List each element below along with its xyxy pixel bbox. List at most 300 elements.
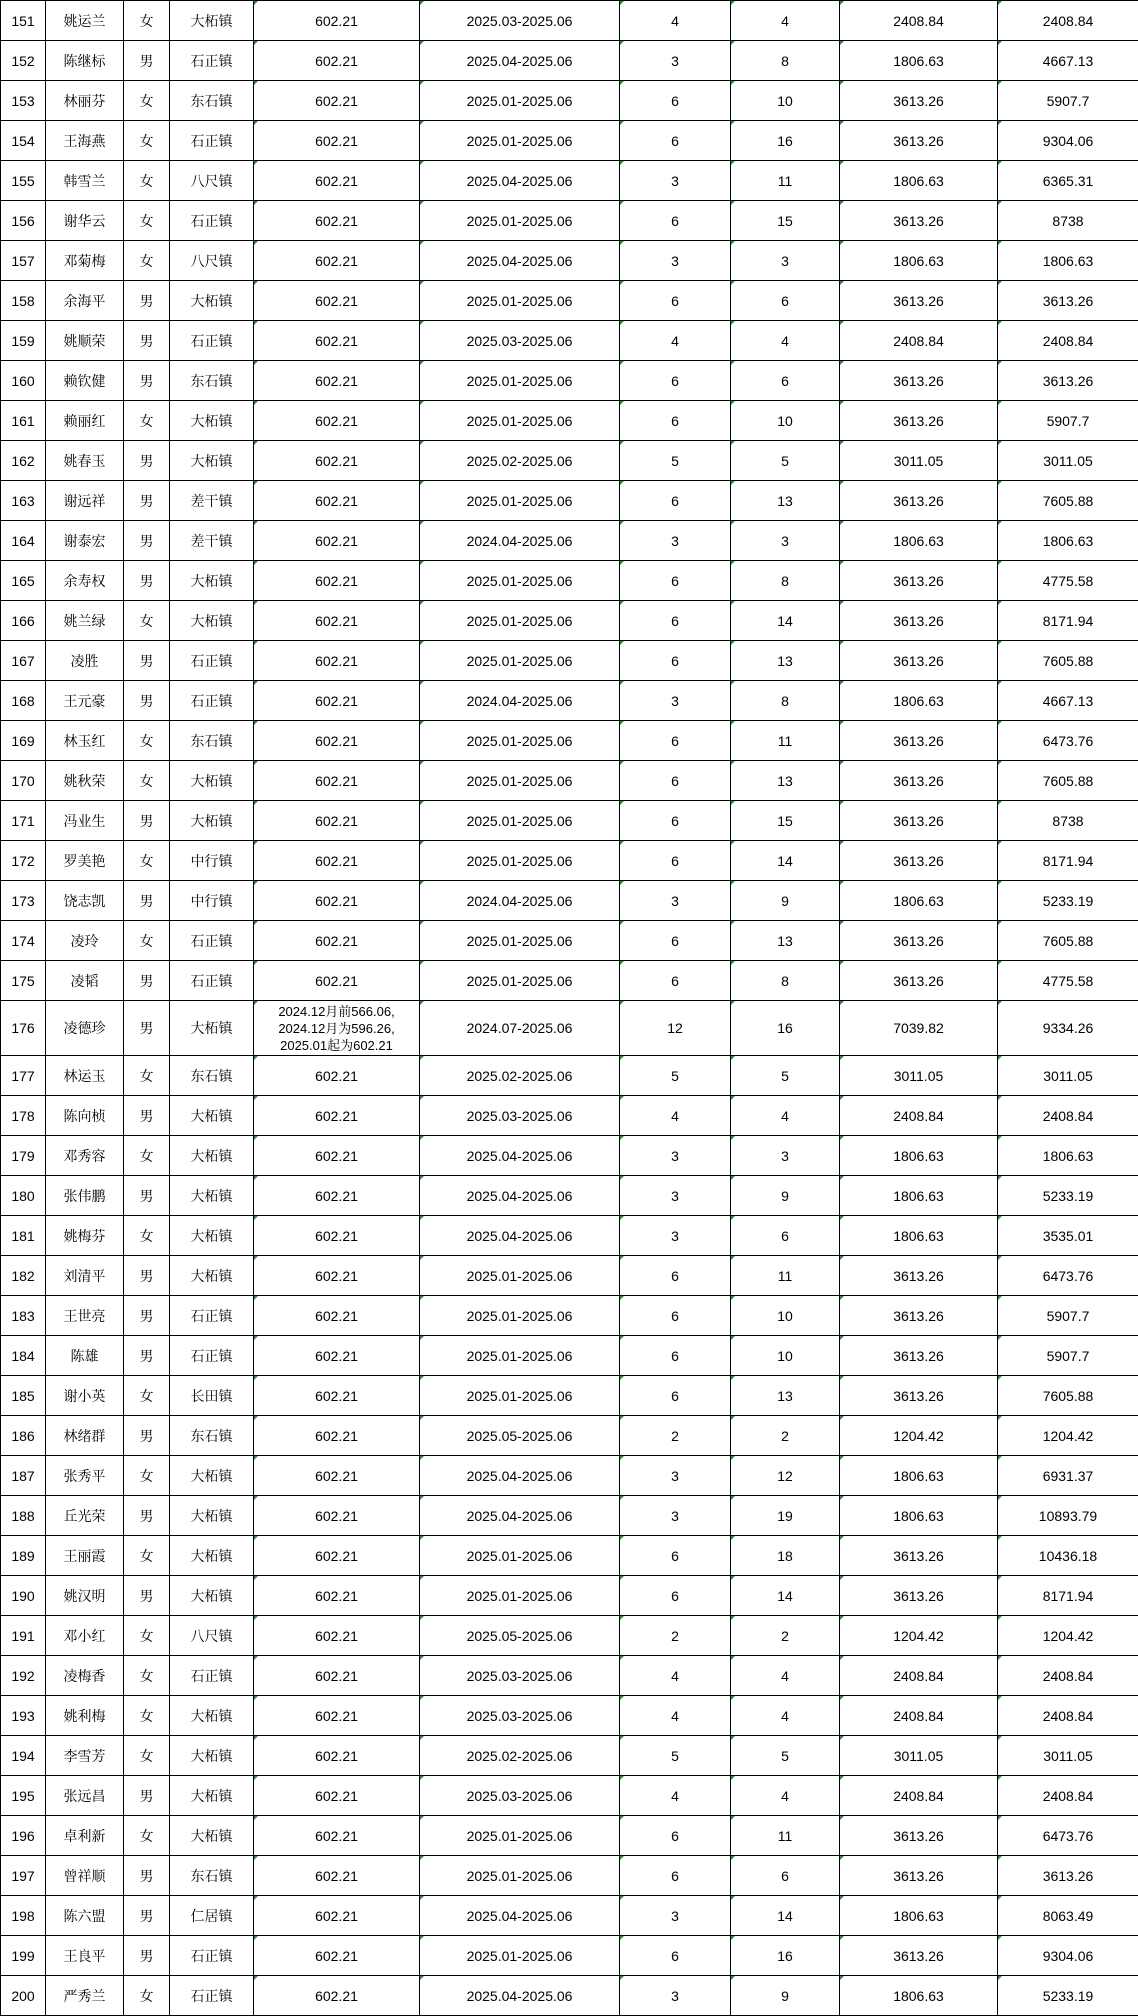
cell-total-months: 10 [731, 81, 840, 121]
cell-amount: 3613.26 [840, 121, 998, 161]
cell-total-months: 3 [731, 1136, 840, 1176]
cell-index: 151 [1, 1, 46, 41]
cell-name: 张秀平 [46, 1456, 124, 1496]
cell-amount: 3613.26 [840, 401, 998, 441]
cell-name: 姚运兰 [46, 1, 124, 41]
cell-months: 4 [620, 1696, 731, 1736]
cell-cumulative-amount: 5233.19 [998, 881, 1138, 921]
cell-name: 饶志凯 [46, 881, 124, 921]
cell-cumulative-amount: 6365.31 [998, 161, 1138, 201]
cell-months: 5 [620, 1736, 731, 1776]
cell-months: 2 [620, 1616, 731, 1656]
cell-period: 2025.04-2025.06 [420, 1216, 620, 1256]
cell-period: 2025.01-2025.06 [420, 281, 620, 321]
cell-index: 180 [1, 1176, 46, 1216]
cell-months: 3 [620, 1176, 731, 1216]
cell-gender: 女 [124, 761, 170, 801]
cell-name: 李雪芳 [46, 1736, 124, 1776]
cell-total-months: 4 [731, 1, 840, 41]
cell-gender: 女 [124, 601, 170, 641]
cell-months: 6 [620, 1816, 731, 1856]
table-row [1, 1816, 1138, 1856]
cell-total-months: 4 [731, 1656, 840, 1696]
cell-town: 大柘镇 [170, 1456, 254, 1496]
cell-amount: 3011.05 [840, 1736, 998, 1776]
cell-cumulative-amount: 4775.58 [998, 961, 1138, 1001]
cell-period: 2025.01-2025.06 [420, 1296, 620, 1336]
cell-total-months: 14 [731, 841, 840, 881]
table-row [1, 1976, 1138, 2016]
cell-total-months: 14 [731, 601, 840, 641]
cell-town: 石正镇 [170, 641, 254, 681]
cell-total-months: 6 [731, 1216, 840, 1256]
cell-amount: 1806.63 [840, 521, 998, 561]
cell-gender: 男 [124, 1576, 170, 1616]
cell-period: 2024.04-2025.06 [420, 681, 620, 721]
cell-town: 八尺镇 [170, 161, 254, 201]
cell-total-months: 3 [731, 521, 840, 561]
cell-standard: 602.21 [254, 1216, 420, 1256]
cell-total-months: 10 [731, 1296, 840, 1336]
cell-standard: 602.21 [254, 1856, 420, 1896]
cell-name: 卓利新 [46, 1816, 124, 1856]
cell-period: 2025.01-2025.06 [420, 601, 620, 641]
cell-months: 4 [620, 1776, 731, 1816]
cell-name: 邓小红 [46, 1616, 124, 1656]
table-row [1, 521, 1138, 561]
cell-index: 166 [1, 601, 46, 641]
table-row [1, 961, 1138, 1001]
cell-period: 2025.01-2025.06 [420, 1336, 620, 1376]
cell-town: 东石镇 [170, 1056, 254, 1096]
cell-period: 2025.01-2025.06 [420, 761, 620, 801]
cell-total-months: 10 [731, 401, 840, 441]
cell-gender: 男 [124, 1416, 170, 1456]
cell-name: 陈继标 [46, 41, 124, 81]
cell-standard: 602.21 [254, 41, 420, 81]
cell-index: 162 [1, 441, 46, 481]
table-row [1, 761, 1138, 801]
cell-total-months: 18 [731, 1536, 840, 1576]
cell-gender: 男 [124, 1001, 170, 1056]
table-row [1, 361, 1138, 401]
cell-cumulative-amount: 2408.84 [998, 1696, 1138, 1736]
table-row [1, 1, 1138, 41]
cell-amount: 3613.26 [840, 281, 998, 321]
cell-gender: 女 [124, 121, 170, 161]
cell-index: 179 [1, 1136, 46, 1176]
cell-town: 大柘镇 [170, 1136, 254, 1176]
cell-amount: 2408.84 [840, 1656, 998, 1696]
table-row [1, 641, 1138, 681]
table-row [1, 1216, 1138, 1256]
cell-index: 176 [1, 1001, 46, 1056]
table-row [1, 1656, 1138, 1696]
table-row [1, 321, 1138, 361]
cell-period: 2025.01-2025.06 [420, 561, 620, 601]
cell-cumulative-amount: 2408.84 [998, 1656, 1138, 1696]
cell-months: 6 [620, 841, 731, 881]
cell-name: 王世亮 [46, 1296, 124, 1336]
cell-index: 197 [1, 1856, 46, 1896]
cell-index: 181 [1, 1216, 46, 1256]
cell-standard: 602.21 [254, 201, 420, 241]
table-row [1, 241, 1138, 281]
table-row [1, 1936, 1138, 1976]
cell-standard: 602.21 [254, 1496, 420, 1536]
cell-gender: 女 [124, 1456, 170, 1496]
cell-cumulative-amount: 2408.84 [998, 321, 1138, 361]
cell-total-months: 13 [731, 921, 840, 961]
cell-gender: 男 [124, 1176, 170, 1216]
cell-cumulative-amount: 1204.42 [998, 1616, 1138, 1656]
cell-total-months: 5 [731, 441, 840, 481]
cell-name: 凌德珍 [46, 1001, 124, 1056]
cell-town: 东石镇 [170, 1416, 254, 1456]
cell-name: 凌韬 [46, 961, 124, 1001]
cell-months: 6 [620, 1536, 731, 1576]
cell-town: 中行镇 [170, 881, 254, 921]
cell-gender: 女 [124, 401, 170, 441]
cell-gender: 女 [124, 1136, 170, 1176]
cell-period: 2025.01-2025.06 [420, 721, 620, 761]
cell-name: 凌胜 [46, 641, 124, 681]
cell-standard: 602.21 [254, 1376, 420, 1416]
cell-name: 张远昌 [46, 1776, 124, 1816]
cell-index: 157 [1, 241, 46, 281]
cell-cumulative-amount: 1806.63 [998, 1136, 1138, 1176]
table-row [1, 601, 1138, 641]
cell-name: 丘光荣 [46, 1496, 124, 1536]
cell-town: 差干镇 [170, 521, 254, 561]
cell-standard: 602.21 [254, 961, 420, 1001]
cell-standard: 602.21 [254, 161, 420, 201]
cell-period: 2025.01-2025.06 [420, 81, 620, 121]
cell-name: 余寿权 [46, 561, 124, 601]
cell-amount: 1806.63 [840, 1976, 998, 2016]
cell-period: 2025.01-2025.06 [420, 401, 620, 441]
cell-standard: 602.21 [254, 1096, 420, 1136]
cell-name: 林绪群 [46, 1416, 124, 1456]
cell-total-months: 16 [731, 121, 840, 161]
cell-name: 邓菊梅 [46, 241, 124, 281]
cell-town: 石正镇 [170, 121, 254, 161]
cell-months: 3 [620, 41, 731, 81]
cell-standard: 602.21 [254, 881, 420, 921]
cell-amount: 3613.26 [840, 561, 998, 601]
cell-amount: 2408.84 [840, 321, 998, 361]
cell-standard: 602.21 [254, 241, 420, 281]
cell-months: 6 [620, 1376, 731, 1416]
cell-index: 177 [1, 1056, 46, 1096]
cell-gender: 男 [124, 1096, 170, 1136]
cell-town: 石正镇 [170, 1656, 254, 1696]
cell-period: 2024.04-2025.06 [420, 521, 620, 561]
cell-standard: 602.21 [254, 1896, 420, 1936]
cell-total-months: 6 [731, 281, 840, 321]
cell-standard: 602.21 [254, 361, 420, 401]
cell-period: 2025.04-2025.06 [420, 161, 620, 201]
cell-cumulative-amount: 3613.26 [998, 281, 1138, 321]
table-row [1, 921, 1138, 961]
cell-index: 160 [1, 361, 46, 401]
cell-period: 2025.01-2025.06 [420, 841, 620, 881]
cell-period: 2025.01-2025.06 [420, 481, 620, 521]
cell-index: 195 [1, 1776, 46, 1816]
cell-months: 3 [620, 681, 731, 721]
cell-gender: 男 [124, 321, 170, 361]
cell-index: 189 [1, 1536, 46, 1576]
cell-gender: 男 [124, 1496, 170, 1536]
cell-gender: 女 [124, 721, 170, 761]
cell-name: 林运玉 [46, 1056, 124, 1096]
cell-standard: 2024.12月前566.06, 2024.12月为596.26, 2025.01起为602.21 [254, 1001, 420, 1056]
cell-standard: 602.21 [254, 81, 420, 121]
cell-total-months: 4 [731, 1776, 840, 1816]
cell-town: 大柘镇 [170, 1001, 254, 1056]
cell-town: 大柘镇 [170, 761, 254, 801]
cell-total-months: 16 [731, 1001, 840, 1056]
cell-name: 凌梅香 [46, 1656, 124, 1696]
cell-index: 161 [1, 401, 46, 441]
cell-months: 4 [620, 1, 731, 41]
cell-period: 2025.01-2025.06 [420, 1256, 620, 1296]
cell-cumulative-amount: 9334.26 [998, 1001, 1138, 1056]
cell-town: 八尺镇 [170, 241, 254, 281]
cell-gender: 男 [124, 561, 170, 601]
cell-index: 172 [1, 841, 46, 881]
cell-name: 王丽霞 [46, 1536, 124, 1576]
cell-amount: 3613.26 [840, 1336, 998, 1376]
cell-name: 陈雄 [46, 1336, 124, 1376]
table-row [1, 281, 1138, 321]
cell-town: 大柘镇 [170, 1176, 254, 1216]
table-row [1, 1696, 1138, 1736]
table-row [1, 1001, 1138, 1056]
cell-standard: 602.21 [254, 1176, 420, 1216]
cell-town: 大柘镇 [170, 1736, 254, 1776]
cell-gender: 男 [124, 1256, 170, 1296]
cell-standard: 602.21 [254, 1816, 420, 1856]
cell-gender: 女 [124, 1536, 170, 1576]
cell-standard: 602.21 [254, 481, 420, 521]
cell-standard: 602.21 [254, 1736, 420, 1776]
cell-months: 6 [620, 761, 731, 801]
cell-town: 大柘镇 [170, 441, 254, 481]
cell-amount: 3613.26 [840, 1816, 998, 1856]
cell-amount: 3613.26 [840, 721, 998, 761]
cell-amount: 3613.26 [840, 81, 998, 121]
cell-gender: 男 [124, 801, 170, 841]
cell-total-months: 13 [731, 1376, 840, 1416]
cell-gender: 女 [124, 1696, 170, 1736]
cell-months: 6 [620, 641, 731, 681]
cell-gender: 女 [124, 241, 170, 281]
cell-index: 184 [1, 1336, 46, 1376]
cell-name: 姚秋荣 [46, 761, 124, 801]
cell-total-months: 2 [731, 1416, 840, 1456]
cell-name: 姚兰绿 [46, 601, 124, 641]
cell-standard: 602.21 [254, 761, 420, 801]
cell-gender: 女 [124, 1216, 170, 1256]
table-row [1, 201, 1138, 241]
cell-months: 6 [620, 1256, 731, 1296]
cell-amount: 2408.84 [840, 1, 998, 41]
table-row [1, 841, 1138, 881]
table-row [1, 1736, 1138, 1776]
cell-months: 6 [620, 1856, 731, 1896]
cell-index: 171 [1, 801, 46, 841]
cell-town: 差干镇 [170, 481, 254, 521]
cell-period: 2025.01-2025.06 [420, 121, 620, 161]
cell-standard: 602.21 [254, 841, 420, 881]
cell-amount: 1806.63 [840, 1496, 998, 1536]
cell-amount: 3613.26 [840, 601, 998, 641]
cell-standard: 602.21 [254, 321, 420, 361]
cell-town: 大柘镇 [170, 281, 254, 321]
cell-cumulative-amount: 7605.88 [998, 1376, 1138, 1416]
cell-months: 3 [620, 521, 731, 561]
cell-total-months: 8 [731, 41, 840, 81]
cell-gender: 男 [124, 881, 170, 921]
cell-cumulative-amount: 5233.19 [998, 1176, 1138, 1216]
cell-gender: 女 [124, 921, 170, 961]
cell-standard: 602.21 [254, 1416, 420, 1456]
cell-town: 石正镇 [170, 961, 254, 1001]
cell-index: 192 [1, 1656, 46, 1696]
cell-cumulative-amount: 8171.94 [998, 841, 1138, 881]
cell-total-months: 6 [731, 361, 840, 401]
cell-town: 石正镇 [170, 1296, 254, 1336]
cell-town: 石正镇 [170, 201, 254, 241]
table-row [1, 1776, 1138, 1816]
table-row [1, 1896, 1138, 1936]
cell-index: 196 [1, 1816, 46, 1856]
cell-months: 6 [620, 801, 731, 841]
cell-cumulative-amount: 7605.88 [998, 761, 1138, 801]
cell-name: 凌玲 [46, 921, 124, 961]
cell-gender: 男 [124, 481, 170, 521]
cell-total-months: 13 [731, 641, 840, 681]
cell-index: 193 [1, 1696, 46, 1736]
cell-period: 2025.05-2025.06 [420, 1616, 620, 1656]
cell-amount: 3613.26 [840, 1376, 998, 1416]
table-row [1, 1136, 1138, 1176]
cell-cumulative-amount: 9304.06 [998, 1936, 1138, 1976]
cell-gender: 男 [124, 1936, 170, 1976]
cell-index: 163 [1, 481, 46, 521]
table-row [1, 441, 1138, 481]
cell-amount: 3613.26 [840, 1256, 998, 1296]
cell-town: 中行镇 [170, 841, 254, 881]
cell-period: 2025.03-2025.06 [420, 1776, 620, 1816]
cell-period: 2025.04-2025.06 [420, 1976, 620, 2016]
cell-total-months: 5 [731, 1056, 840, 1096]
cell-months: 6 [620, 281, 731, 321]
cell-amount: 7039.82 [840, 1001, 998, 1056]
table-row [1, 1576, 1138, 1616]
cell-standard: 602.21 [254, 921, 420, 961]
cell-cumulative-amount: 5233.19 [998, 1976, 1138, 2016]
cell-amount: 2408.84 [840, 1696, 998, 1736]
cell-standard: 602.21 [254, 801, 420, 841]
cell-index: 170 [1, 761, 46, 801]
cell-index: 153 [1, 81, 46, 121]
cell-months: 6 [620, 601, 731, 641]
cell-months: 6 [620, 201, 731, 241]
cell-index: 191 [1, 1616, 46, 1656]
cell-town: 石正镇 [170, 921, 254, 961]
cell-amount: 1204.42 [840, 1616, 998, 1656]
cell-amount: 3613.26 [840, 921, 998, 961]
cell-amount: 1806.63 [840, 1456, 998, 1496]
cell-total-months: 16 [731, 1936, 840, 1976]
cell-town: 石正镇 [170, 681, 254, 721]
cell-months: 6 [620, 401, 731, 441]
cell-total-months: 11 [731, 1816, 840, 1856]
cell-period: 2025.01-2025.06 [420, 361, 620, 401]
table-row [1, 1056, 1138, 1096]
cell-index: 183 [1, 1296, 46, 1336]
cell-period: 2025.01-2025.06 [420, 1816, 620, 1856]
cell-town: 东石镇 [170, 721, 254, 761]
cell-period: 2025.01-2025.06 [420, 1536, 620, 1576]
cell-months: 6 [620, 921, 731, 961]
cell-cumulative-amount: 4667.13 [998, 41, 1138, 81]
cell-amount: 1806.63 [840, 881, 998, 921]
cell-town: 石正镇 [170, 1936, 254, 1976]
cell-index: 174 [1, 921, 46, 961]
cell-total-months: 8 [731, 681, 840, 721]
cell-standard: 602.21 [254, 561, 420, 601]
cell-cumulative-amount: 4775.58 [998, 561, 1138, 601]
cell-period: 2025.04-2025.06 [420, 241, 620, 281]
cell-town: 仁居镇 [170, 1896, 254, 1936]
cell-name: 谢华云 [46, 201, 124, 241]
cell-name: 林丽芬 [46, 81, 124, 121]
cell-standard: 602.21 [254, 1136, 420, 1176]
cell-gender: 男 [124, 41, 170, 81]
cell-name: 赖钦健 [46, 361, 124, 401]
cell-gender: 女 [124, 161, 170, 201]
cell-gender: 女 [124, 1736, 170, 1776]
cell-gender: 女 [124, 1816, 170, 1856]
cell-cumulative-amount: 3011.05 [998, 1736, 1138, 1776]
cell-amount: 2408.84 [840, 1776, 998, 1816]
cell-amount: 3613.26 [840, 361, 998, 401]
cell-cumulative-amount: 3613.26 [998, 1856, 1138, 1896]
cell-name: 姚利梅 [46, 1696, 124, 1736]
cell-town: 东石镇 [170, 361, 254, 401]
cell-total-months: 14 [731, 1896, 840, 1936]
cell-period: 2025.03-2025.06 [420, 1656, 620, 1696]
cell-name: 陈向桢 [46, 1096, 124, 1136]
cell-cumulative-amount: 6473.76 [998, 1256, 1138, 1296]
cell-period: 2025.03-2025.06 [420, 321, 620, 361]
cell-index: 187 [1, 1456, 46, 1496]
cell-cumulative-amount: 5907.7 [998, 1296, 1138, 1336]
cell-amount: 3613.26 [840, 201, 998, 241]
table-row [1, 1496, 1138, 1536]
cell-period: 2025.03-2025.06 [420, 1696, 620, 1736]
cell-town: 东石镇 [170, 1856, 254, 1896]
cell-period: 2025.04-2025.06 [420, 41, 620, 81]
cell-total-months: 15 [731, 801, 840, 841]
cell-cumulative-amount: 4667.13 [998, 681, 1138, 721]
cell-months: 5 [620, 441, 731, 481]
cell-name: 谢泰宏 [46, 521, 124, 561]
cell-period: 2025.01-2025.06 [420, 921, 620, 961]
